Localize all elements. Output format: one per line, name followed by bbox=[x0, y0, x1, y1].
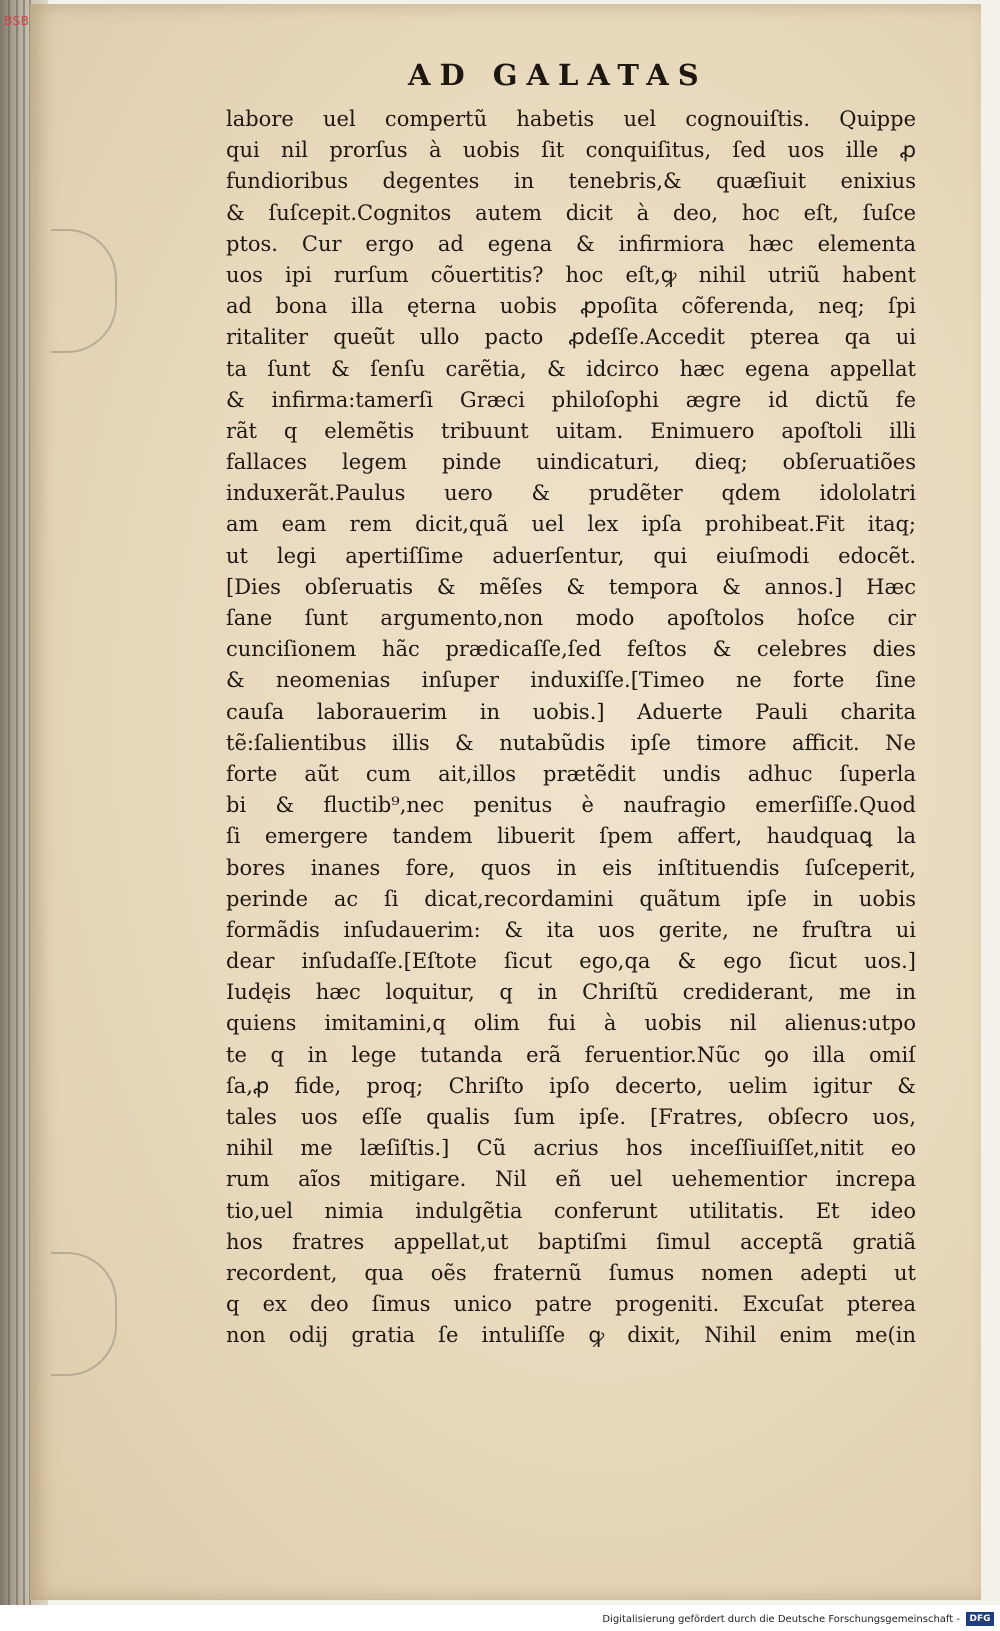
footer-credit: Digitalisierung gefördert durch die Deutsche Forschungsgemeinschaft - bbox=[602, 1614, 960, 1625]
text-line: ſane ſunt argumento,non modo apoſtolos hoſce cir bbox=[226, 606, 916, 630]
text-line: ta ſunt & ſenſu carẽtia, & idcirco hæc egena appellat bbox=[226, 356, 916, 381]
dfg-logo: DFG bbox=[966, 1612, 994, 1626]
clasp-shadow bbox=[51, 1252, 117, 1376]
body-text bbox=[226, 104, 916, 1352]
text-line: bi & fluctib⁹,nec penitus è naufragio emerſiſſe.Quod bbox=[226, 793, 916, 818]
page-edge-line bbox=[8, 0, 10, 1605]
text-line: ad bona illa ęterna uobis ꝓpoſita cõferenda, neq; ſpi bbox=[226, 294, 916, 319]
text-line: ſi emergere tandem libuerit ſpem affert, haudquaꝗ la bbox=[226, 824, 916, 849]
text-line: tẽ:ſalientibus illis & nutabũdis ipſe timore afficit. Ne bbox=[226, 730, 916, 755]
text-line: q ex deo ſimus unico patre progeniti. Excuſat pterea bbox=[226, 1292, 916, 1317]
text-line: formãdis inſudauerim: & ita uos gerite, ne fruſtra ui bbox=[226, 917, 916, 942]
text-line: ptos. Cur ergo ad egena & infirmiora hæc elementa bbox=[226, 231, 916, 256]
text-line: uos ipi rurſum cõuertitis? hoc eſt,ꝙ nihil utriũ habent bbox=[226, 262, 916, 287]
text-line: rãt q elemẽtis tribuunt uitam. Enimuero apoſtoli illi bbox=[226, 418, 916, 443]
text-line: cauſa laborauerim in uobis.] Aduerte Pauli charita bbox=[226, 699, 916, 724]
text-line: hos fratres appellat,ut baptiſmi ſimul acceptã gratiã bbox=[226, 1229, 916, 1254]
text-line: & infirma:tamerſi Græci philoſophi ægre id dictũ fe bbox=[226, 387, 916, 412]
text-line: cunciſionem hãc prædicaſſe,ſed feſtos & celebres dies bbox=[226, 637, 916, 662]
text-line: ut legi apertiſſime aduerſentur, qui eiuſmodi edocẽt. bbox=[226, 543, 916, 568]
text-line: nihil me læſiſtis.] Cũ acrius hos inceſſiuiſſet,nitit eo bbox=[226, 1136, 916, 1161]
text-line: induxerãt.Paulus uero & prudẽter qdem idololatri bbox=[226, 481, 916, 506]
text-line: fallaces legem pinde uindicaturi, dieq; obſeruatiões bbox=[226, 450, 916, 475]
text-line: fundioribus degentes in tenebris,& quæſiuit enixius bbox=[226, 169, 916, 194]
text-line: dear inſudaſſe.[Eſtote ſicut ego,qa & ego ſicut uos.] bbox=[226, 949, 916, 974]
text-line: & neomenias inſuper induxiſſe.[Timeo ne forte ſine bbox=[226, 668, 916, 693]
text-line: non odij gratia ſe intuliſſe ꝙ dixit, Nihil enim me(in bbox=[226, 1323, 916, 1348]
text-line: ritaliter queũt ullo pacto ꝓdeſſe.Accedit pterea qa ui bbox=[226, 325, 916, 350]
text-line: & ſuſcepit.Cognitos autem dicit à deo, hoc eſt, ſuſce bbox=[226, 200, 916, 225]
text-line: labore uel compertũ habetis uel cognouiſtis. Quippe bbox=[226, 107, 916, 131]
library-mark: BSB bbox=[4, 14, 30, 28]
text-line: rum aĩos mitigare. Nil eñ uel uehementior increpa bbox=[226, 1167, 916, 1192]
text-line: perinde ac ſi dicat,recordamini quãtum ipſe in uobis bbox=[226, 886, 916, 911]
text-line: bores inanes fore, quos in eis inſtituendis ſuſceperit, bbox=[226, 855, 916, 880]
text-line: te q in lege tutanda erã feruentior.Nũc ꝯo illa omiſ bbox=[226, 1042, 916, 1067]
clasp-shadow bbox=[51, 229, 117, 353]
page-edge-line bbox=[16, 0, 18, 1605]
text-line: quiens imitamini,q olim fui à uobis nil alienus:utpo bbox=[226, 1011, 916, 1036]
text-line: tales uos eſſe qualis ſum ipſe. [Fratres, obſecro uos, bbox=[226, 1105, 916, 1129]
text-line: ſa,ꝓ fide, proq; Chriſto ipſo decerto, uelim igitur & bbox=[226, 1073, 916, 1098]
text-line: am eam rem dicit,quã uel lex ipſa prohibeat.Fit itaq; bbox=[226, 512, 916, 537]
text-line: Iudęis hæc loquitur, q in Chriſtũ crediderant, me in bbox=[226, 980, 916, 1005]
text-line: recordent, qua oẽs fraternũ ſumus nomen adepti ut bbox=[226, 1260, 916, 1285]
text-line: tio,uel nimia indulgẽtia conferunt utilitatis. Et ideo bbox=[226, 1198, 916, 1223]
text-line: qui nil prorſus à uobis ſit conquiſitus, ſed uos ille ꝓ bbox=[226, 138, 916, 163]
page-edge-line bbox=[23, 0, 25, 1605]
text-line: forte aũt cum ait,illos prætẽdit undis adhuc ſuperla bbox=[226, 761, 916, 786]
running-head: AD GALATAS bbox=[408, 58, 708, 92]
text-line: [Dies obſeruatis & mẽſes & tempora & annos.] Hæc bbox=[226, 574, 916, 599]
